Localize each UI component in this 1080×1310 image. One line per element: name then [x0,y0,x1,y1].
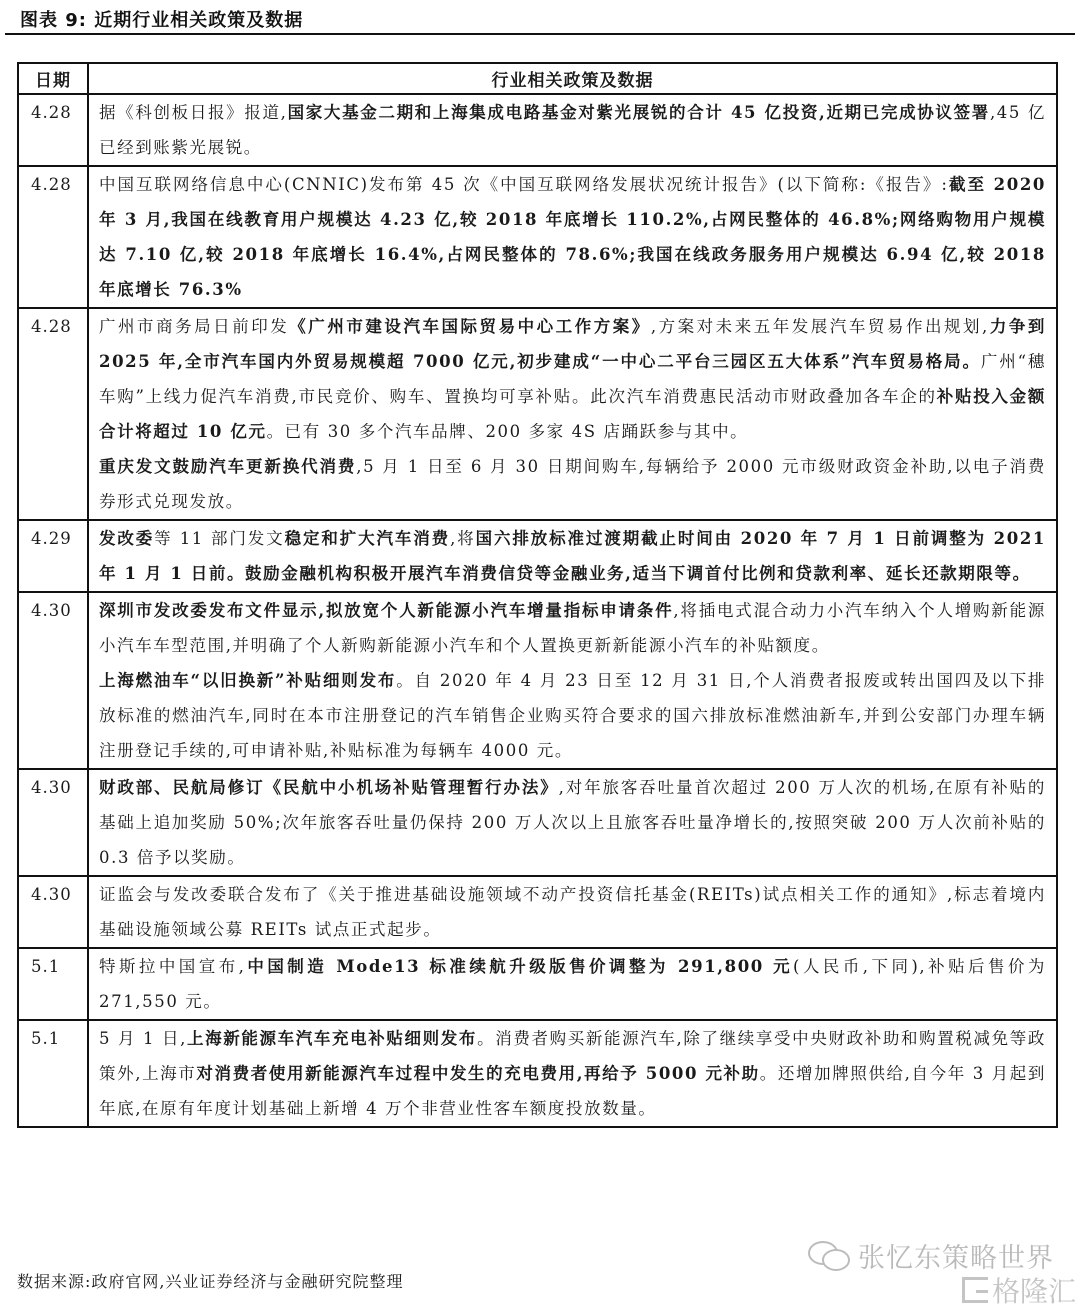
body-text: ,45 亿已经到账紫光展锐。 [99,103,1046,157]
row-content [88,166,1057,308]
row-content [88,1020,1057,1127]
table-row [18,94,1057,166]
body-text: 。自 2020 年 4 月 23 日至 12 月 31 日,个人消费者报废或转出国四及以下排放标准的燃油汽车,同时在本市注册登记的汽车销售企业购买符合要求的国六排放标准燃油新车,并到公安部门办理车辆注册登记手续的,可申请补贴,补贴标准为每辆车 4000 元。 [99,671,1046,760]
body-text: ,将 [450,529,476,548]
highlight-text: 上海燃油车“以旧换新”补贴细则发布 [99,671,397,690]
content-paragraph [99,1021,1046,1126]
content-paragraph [99,449,1046,519]
highlight-text: 国六排放标准过渡期截止时间由 2020 年 7 月 1 日前调整为 2021 年 1 月 1 日前。鼓励金融机构积极开展汽车消费信贷等金融业务,适当下调首付比例和贷款利率、延长还款期限等。 [99,529,1046,583]
content-paragraph [99,949,1046,1019]
header-date: 日期 [18,63,88,94]
table-row [18,520,1057,592]
content-paragraph [99,663,1046,768]
body-text: (人民币,下同),补贴后售价为 271,550 元。 [99,957,1046,1011]
table-header-row [18,63,1057,94]
row-date: 4.28 [18,94,88,166]
title-divider [5,33,1075,35]
row-date: 5.1 [18,1020,88,1127]
row-content [88,94,1057,166]
row-date: 4.28 [18,166,88,308]
highlight-text: 重庆发文鼓励汽车更新换代消费 [99,457,357,476]
row-date: 4.30 [18,876,88,948]
row-content [88,520,1057,592]
table-row [18,876,1057,948]
row-date: 4.30 [18,592,88,769]
table-body [18,94,1057,1127]
table-row [18,1020,1057,1127]
highlight-text: 国家大基金二期和上海集成电路基金对紫光展锐的合计 45 亿投资,近期已完成协议签署 [287,103,990,122]
body-text: 。还增加牌照供给,自今年 3 月起到年底,在原有年度计划基础上新增 4 万个非营业性客车额度投放数量。 [99,1064,1046,1118]
highlight-text: 财政部、民航局修订《民航中小机场补贴管理暂行办法》 [99,778,559,797]
header-content: 行业相关政策及数据 [88,63,1057,94]
body-text: 中国互联网络信息中心(CNNIC)发布第 45 次《中国互联网络发展状况统计报告》(以下简称:《报告》: [99,175,949,194]
row-content [88,308,1057,520]
highlight-text: 《广州市建设汽车国际贸易中心工作方案》 [289,317,651,336]
platform-watermark [962,1270,1076,1310]
highlight-text: 深圳市发改委发布文件显示,拟放宽个人新能源小汽车增量指标申请条件 [99,601,674,620]
row-content [88,769,1057,876]
body-text: 。已有 30 多个汽车品牌、200 多家 4S 店踊跃参与其中。 [266,422,749,441]
body-text: 据《科创板日报》报道, [99,103,288,122]
body-text: 广州“穗车购”上线力促汽车消费,市民竞价、购车、置换均可享补贴。此次汽车消费惠民活动市财政叠加各车企的 [99,352,1046,406]
table-row [18,769,1057,876]
gelonghui-logo-icon [962,1277,988,1303]
highlight-text: 截至 2020 年 3 月,我国在线教育用户规模达 4.23 亿,较 2018 年底增长 110.2%,占网民整体的 46.8%;网络购物用户规模达 7.10 亿,较 2018 年底增长 16.4%,占网民整体的 78.6%;我国在线政务服务用户规模达 6.94 亿,较 2018 年底增长 76.3% [99,175,1046,299]
row-date: 4.28 [18,308,88,520]
table-row [18,592,1057,769]
policy-table [17,62,1058,1128]
body-text: 5 月 1 日, [99,1029,187,1048]
body-text: ,将插电式混合动力小汽车纳入个人增购新能源小汽车车型范围,并明确了个人新购新能源小汽车和个人置换更新新能源小汽车的补贴额度。 [99,601,1046,655]
content-paragraph [99,309,1046,449]
body-text: ,方案对未来五年发展汽车贸易作出规划, [650,317,989,336]
table-row [18,166,1057,308]
figure-title: 图表 9: 近期行业相关政策及数据 [20,10,304,31]
body-text: 广州市商务局日前印发 [99,317,290,336]
highlight-text: 上海新能源车汽车充电补贴细则发布 [186,1029,478,1048]
table-row [18,948,1057,1020]
row-content [88,592,1057,769]
highlight-text: 力争到 2025 年,全市汽车国内外贸易规模超 7000 亿元,初步建成“一中心二平台三园区五大体系”汽车贸易格局。 [99,317,1046,371]
body-text: 等 11 部门发文 [154,529,285,548]
body-text: 证监会与发改委联合发布了《关于推进基础设施领域不动产投资信托基金(REITs)试点相关工作的通知》,标志着境内基础设施领域公募 REITs 试点正式起步。 [99,885,1046,939]
highlight-text: 发改委 [99,529,155,548]
content-paragraph [99,770,1046,875]
row-date: 4.30 [18,769,88,876]
content-paragraph [99,95,1046,165]
row-date: 5.1 [18,948,88,1020]
highlight-text: 中国制造 Mode13 标准续航升级版售价调整为 291,800 元 [245,957,794,976]
platform-name: 格隆汇 [992,1275,1077,1308]
content-paragraph [99,167,1046,307]
table-row [18,308,1057,520]
content-paragraph [99,521,1046,591]
highlight-text: 稳定和扩大汽车消费 [284,529,451,548]
highlight-text: 对消费者使用新能源汽车过程中发生的充电费用,再给予 5000 元补助 [196,1064,760,1083]
content-paragraph [99,593,1046,663]
body-text: ,5 月 1 日至 6 月 30 日期间购车,每辆给予 2000 元市级财政资金补助,以电子消费券形式兑现发放。 [99,457,1047,511]
body-text: 。消费者购买新能源汽车,除了继续享受中央财政补助和购置税减免等政策外,上海市 [99,1029,1046,1083]
row-content [88,876,1057,948]
wechat-icon [808,1241,852,1271]
data-source-note: 数据来源:政府官网,兴业证券经济与金融研究院整理 [17,1272,404,1291]
content-paragraph [99,877,1046,947]
highlight-text: 补贴投入金额合计将超过 10 亿元 [99,387,1046,441]
row-date: 4.29 [18,520,88,592]
body-text: ,对年旅客吞吐量首次超过 200 万人次的机场,在原有补贴的基础上追加奖励 50%;次年旅客吞吐量仍保持 200 万人次以上且旅客吞吐量净增长的,按照突破 200 万人次前补贴的 0.3 倍予以奖励。 [99,778,1046,867]
wechat-account-name: 张忆东策略世界 [858,1243,1054,1274]
row-content [88,948,1057,1020]
body-text: 特斯拉中国宣布, [99,957,246,976]
